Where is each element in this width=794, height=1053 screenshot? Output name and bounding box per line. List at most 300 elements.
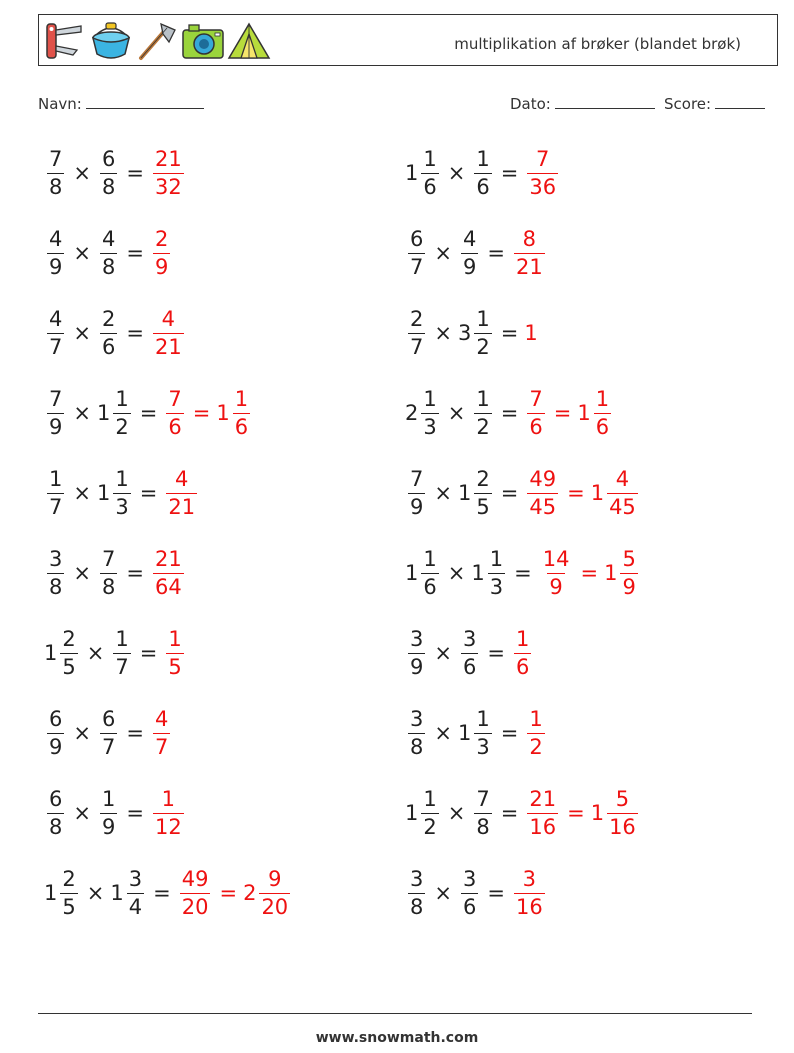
problem-item <box>405 383 614 443</box>
factor-a-numerator: 6 <box>410 226 424 251</box>
factor-b-term <box>471 546 508 599</box>
factor-b-whole: 1 <box>457 721 472 745</box>
factor-b-term <box>458 226 481 279</box>
problem-item <box>405 543 641 603</box>
answer-numerator: 21 <box>154 146 182 171</box>
equals-sign: = <box>126 801 144 825</box>
answer-term <box>150 146 187 199</box>
factor-b-fraction <box>100 146 117 199</box>
factor-b-numerator: 4 <box>101 226 116 251</box>
answer <box>524 706 547 759</box>
factor-b-term <box>110 866 147 919</box>
equals-sign: = <box>500 481 519 505</box>
factor-a-fraction <box>408 226 425 279</box>
answer-term <box>524 386 547 439</box>
factor-b-denominator: 5 <box>476 494 490 519</box>
factor-a-numerator: 1 <box>423 386 437 411</box>
factor-b-denominator: 7 <box>115 654 129 679</box>
times-sign: × <box>73 481 91 505</box>
factor-b-numerator: 1 <box>476 386 490 411</box>
factor-b-numerator: 7 <box>101 546 116 571</box>
answer-term <box>511 226 548 279</box>
times-sign: × <box>447 561 466 585</box>
factor-a-term <box>405 786 442 839</box>
answer <box>511 226 548 279</box>
factor-a-numerator: 3 <box>410 626 424 651</box>
times-sign: × <box>434 641 452 665</box>
answer-denominator: 64 <box>154 574 182 599</box>
answer-fraction <box>514 626 531 679</box>
times-sign: × <box>434 481 452 505</box>
answer <box>524 466 640 519</box>
factor-a-fraction <box>421 546 438 599</box>
answer <box>524 786 640 839</box>
answer-numerator: 1 <box>595 386 610 411</box>
answer-numerator: 21 <box>154 546 182 571</box>
problem-item <box>405 863 548 923</box>
factor-a-fraction <box>47 146 64 199</box>
factor-a-whole: 1 <box>44 641 58 665</box>
problem-item <box>44 623 187 683</box>
answer <box>150 306 187 359</box>
factor-b-denominator: 8 <box>101 174 116 199</box>
problem-item <box>44 863 293 923</box>
answer-numerator: 1 <box>168 626 182 651</box>
factor-b-numerator: 6 <box>101 706 116 731</box>
factor-b-numerator: 1 <box>115 466 129 491</box>
factor-b-term <box>471 386 494 439</box>
factor-a-term <box>44 386 67 439</box>
factor-a-term <box>44 466 67 519</box>
answer-numerator: 9 <box>268 866 282 891</box>
factor-a-term <box>405 706 428 759</box>
factor-b-fraction <box>461 626 478 679</box>
factor-b-numerator: 4 <box>462 226 477 251</box>
answer-whole: 1 <box>577 401 591 425</box>
problem-item <box>44 463 200 523</box>
factor-b-denominator: 3 <box>115 494 129 519</box>
factor-a-fraction <box>47 306 64 359</box>
answer-fraction <box>514 866 545 919</box>
factor-a-denominator: 9 <box>410 654 424 679</box>
answer-term <box>163 626 186 679</box>
answer-term <box>150 706 173 759</box>
equals-sign: = <box>153 881 171 905</box>
answer-numerator: 7 <box>168 386 182 411</box>
answer-denominator: 45 <box>529 494 557 519</box>
factor-b-term <box>97 306 120 359</box>
factor-b-denominator: 3 <box>476 734 490 759</box>
problem-item <box>405 143 561 203</box>
answer-fraction <box>153 706 170 759</box>
answer-denominator: 6 <box>529 414 543 439</box>
answer-numerator: 14 <box>542 546 570 571</box>
factor-a-fraction <box>47 226 64 279</box>
answer-fraction <box>166 626 183 679</box>
answer-term <box>524 706 547 759</box>
answer-fraction <box>541 546 572 599</box>
answer-term <box>177 866 214 919</box>
times-sign: × <box>86 881 105 905</box>
answer-term <box>590 466 641 519</box>
answer-numerator: 1 <box>529 706 543 731</box>
equals-sign: = <box>126 241 144 265</box>
answer-fraction <box>166 386 183 439</box>
times-sign: × <box>434 881 452 905</box>
answer-term <box>163 386 186 439</box>
factor-b-denominator: 8 <box>101 574 116 599</box>
factor-b-denominator: 4 <box>128 894 143 919</box>
answer-numerator: 21 <box>529 786 557 811</box>
name-label: Navn: <box>38 95 82 113</box>
answer <box>163 626 186 679</box>
factor-a-denominator: 3 <box>423 414 437 439</box>
factor-a-denominator: 8 <box>49 814 63 839</box>
factor-b-fraction <box>461 866 478 919</box>
answer-fraction <box>233 386 250 439</box>
answer-denominator: 20 <box>261 894 289 919</box>
factor-a-numerator: 2 <box>410 306 424 331</box>
answer-fraction <box>607 786 638 839</box>
answer <box>177 866 293 919</box>
equals-sign: = <box>139 401 158 425</box>
equals-sign: = <box>139 481 158 505</box>
equals-sign: = <box>126 561 144 585</box>
answer-denominator: 9 <box>549 574 563 599</box>
factor-b-whole: 1 <box>96 401 111 425</box>
factor-a-fraction <box>47 546 64 599</box>
factor-b-fraction <box>474 146 491 199</box>
answer-fraction <box>620 546 637 599</box>
answer-denominator: 21 <box>515 254 543 279</box>
factor-a-denominator: 8 <box>49 174 63 199</box>
answer <box>524 321 537 345</box>
answer-fraction <box>527 386 544 439</box>
factor-a-fraction <box>421 146 438 199</box>
answer-fraction <box>153 786 184 839</box>
factor-a-numerator: 1 <box>423 786 437 811</box>
factor-a-term <box>405 466 428 519</box>
factor-a-term <box>405 866 428 919</box>
answer-numerator: 5 <box>615 786 630 811</box>
answer-numerator: 7 <box>529 386 543 411</box>
answer-term <box>511 626 534 679</box>
answer-term <box>243 866 293 919</box>
factor-b-term <box>96 386 134 439</box>
factor-a-term <box>405 386 442 439</box>
factor-a-term <box>44 866 81 919</box>
answer-whole: 2 <box>243 881 257 905</box>
answer-term <box>604 546 641 599</box>
factor-b-numerator: 2 <box>476 466 490 491</box>
factor-a-fraction <box>47 706 64 759</box>
factor-b-fraction <box>100 706 117 759</box>
factor-b-fraction <box>474 386 491 439</box>
factor-b-denominator: 2 <box>476 414 490 439</box>
footer-url: www.snowmath.com <box>315 1030 479 1046</box>
factor-b-fraction <box>474 706 491 759</box>
times-sign: × <box>73 161 91 185</box>
answer-term <box>577 386 614 439</box>
factor-a-numerator: 7 <box>49 386 63 411</box>
factor-a-whole: 1 <box>405 561 419 585</box>
factor-a-denominator: 7 <box>410 334 424 359</box>
answer-fraction <box>527 706 544 759</box>
factor-a-term <box>44 226 67 279</box>
factor-b-numerator: 3 <box>462 866 477 891</box>
factor-a-numerator: 4 <box>49 226 63 251</box>
factor-a-term <box>44 146 67 199</box>
problem-item <box>44 383 253 443</box>
answer-denominator: 45 <box>609 494 636 519</box>
factor-a-fraction <box>47 386 64 439</box>
answer-equals-sign: = <box>580 561 599 585</box>
factor-a-numerator: 1 <box>49 466 63 491</box>
answer-numerator: 7 <box>536 146 550 171</box>
factor-a-term <box>44 706 67 759</box>
factor-b-fraction <box>100 546 117 599</box>
factor-b-fraction <box>100 786 117 839</box>
answer-fraction <box>514 226 545 279</box>
factor-a-denominator: 8 <box>49 574 63 599</box>
factor-a-term <box>405 146 442 199</box>
factor-b-denominator: 2 <box>115 414 129 439</box>
answer-numerator: 4 <box>154 706 169 731</box>
factor-a-fraction <box>421 386 438 439</box>
factor-b-whole: 1 <box>471 561 485 585</box>
factor-b-term <box>96 466 134 519</box>
equals-sign: = <box>487 241 505 265</box>
times-sign: × <box>447 401 466 425</box>
factor-a-fraction <box>60 866 77 919</box>
factor-a-denominator: 7 <box>49 334 63 359</box>
factor-a-fraction <box>408 866 425 919</box>
answer <box>150 706 173 759</box>
factor-a-whole: 2 <box>405 401 419 425</box>
factor-a-denominator: 5 <box>62 894 76 919</box>
answer-denominator: 6 <box>234 414 249 439</box>
factor-b-fraction <box>488 546 505 599</box>
factor-b-term <box>110 626 133 679</box>
answer-denominator: 36 <box>529 174 557 199</box>
factor-b-fraction <box>461 226 478 279</box>
problem-item <box>44 543 187 603</box>
factor-a-numerator: 1 <box>423 146 437 171</box>
equals-sign: = <box>487 881 505 905</box>
factor-b-term <box>458 626 481 679</box>
answer-term <box>150 306 187 359</box>
factor-b-term <box>97 146 120 199</box>
answer-numerator: 4 <box>161 306 176 331</box>
equals-sign: = <box>487 641 505 665</box>
answer-denominator: 20 <box>181 894 209 919</box>
factor-a-numerator: 6 <box>49 706 63 731</box>
answer-whole: 1 <box>604 561 618 585</box>
answer-denominator: 6 <box>595 414 610 439</box>
factor-a-numerator: 7 <box>49 146 63 171</box>
factor-a-term <box>405 546 442 599</box>
answer <box>150 786 187 839</box>
factor-a-denominator: 7 <box>49 494 63 519</box>
answer <box>524 146 561 199</box>
equals-sign: = <box>500 721 519 745</box>
problem-item <box>405 623 534 683</box>
answer-fraction <box>180 866 211 919</box>
factor-b-numerator: 6 <box>101 146 116 171</box>
factor-a-denominator: 6 <box>423 174 437 199</box>
equals-sign: = <box>126 161 144 185</box>
factor-a-denominator: 9 <box>49 414 63 439</box>
factor-b-denominator: 2 <box>476 334 490 359</box>
equals-sign: = <box>126 321 144 345</box>
times-sign: × <box>447 161 466 185</box>
factor-a-term <box>405 306 428 359</box>
times-sign: × <box>86 641 105 665</box>
answer-denominator: 12 <box>154 814 182 839</box>
factor-a-denominator: 9 <box>410 494 424 519</box>
factor-b-term <box>458 866 481 919</box>
problem-item <box>44 783 187 843</box>
factor-a-numerator: 3 <box>410 866 424 891</box>
factor-b-denominator: 9 <box>101 814 116 839</box>
factor-b-whole: 1 <box>110 881 124 905</box>
factor-b-fraction <box>113 626 130 679</box>
answer-fraction <box>153 306 184 359</box>
equals-sign: = <box>500 161 519 185</box>
answer-denominator: 9 <box>622 574 636 599</box>
answer-denominator: 32 <box>154 174 182 199</box>
factor-a-denominator: 9 <box>49 734 63 759</box>
answer-whole: 1 <box>590 801 605 825</box>
footer-divider <box>38 1013 752 1014</box>
answer-fraction <box>594 386 611 439</box>
factor-b-denominator: 3 <box>489 574 504 599</box>
factor-b-fraction <box>100 226 117 279</box>
factor-a-numerator: 1 <box>423 546 437 571</box>
answer-term <box>163 466 200 519</box>
factor-b-term <box>457 706 495 759</box>
times-sign: × <box>434 321 452 345</box>
answer-denominator: 21 <box>154 334 182 359</box>
answer-term <box>524 466 561 519</box>
factor-b-numerator: 1 <box>476 146 490 171</box>
factor-b-fraction <box>127 866 144 919</box>
factor-a-numerator: 2 <box>62 626 76 651</box>
date-label: Dato: <box>510 95 551 113</box>
equals-sign: = <box>139 641 158 665</box>
answer-term <box>216 386 253 439</box>
answer-fraction <box>166 466 197 519</box>
answer-term <box>150 546 187 599</box>
times-sign: × <box>73 561 91 585</box>
answer-numerator: 8 <box>522 226 537 251</box>
factor-b-whole: 1 <box>96 481 111 505</box>
problem-item <box>405 303 538 363</box>
answer-term <box>524 146 561 199</box>
answer <box>511 866 548 919</box>
factor-a-term <box>405 626 428 679</box>
equals-sign: = <box>500 401 519 425</box>
factor-a-fraction <box>47 466 64 519</box>
answer-equals-sign: = <box>219 881 238 905</box>
answer-denominator: 21 <box>168 494 196 519</box>
problem-item <box>44 143 187 203</box>
factor-b-fraction <box>100 306 117 359</box>
worksheet-title: multiplikation af brøker (blandet brøk) <box>454 35 741 53</box>
factor-b-denominator: 6 <box>462 894 477 919</box>
factor-b-term <box>471 146 494 199</box>
answer-term <box>150 786 187 839</box>
factor-b-term <box>457 306 495 359</box>
problem-item <box>405 463 641 523</box>
factor-a-denominator: 7 <box>410 254 424 279</box>
answer <box>163 386 253 439</box>
answer-numerator: 4 <box>615 466 630 491</box>
factor-b-denominator: 8 <box>476 814 490 839</box>
factor-a-denominator: 2 <box>423 814 437 839</box>
answer-numerator: 4 <box>175 466 189 491</box>
factor-b-fraction <box>474 786 491 839</box>
factor-b-term <box>97 706 120 759</box>
answer-denominator: 5 <box>168 654 182 679</box>
problem-item <box>405 223 548 283</box>
factor-b-numerator: 1 <box>115 626 129 651</box>
problem-item <box>405 783 641 843</box>
factor-a-term <box>44 306 67 359</box>
times-sign: × <box>434 721 452 745</box>
factor-b-numerator: 1 <box>115 386 129 411</box>
answer-denominator: 16 <box>515 894 543 919</box>
factor-b-term <box>97 546 120 599</box>
factor-a-numerator: 2 <box>62 866 76 891</box>
answer-denominator: 6 <box>168 414 182 439</box>
answer-equals-sign: = <box>192 401 211 425</box>
factor-a-denominator: 8 <box>410 894 424 919</box>
score-label: Score: <box>664 95 712 113</box>
factor-b-whole: 3 <box>457 321 472 345</box>
answer-fraction <box>153 146 184 199</box>
answer-denominator: 9 <box>154 254 169 279</box>
factor-b-denominator: 9 <box>462 254 477 279</box>
answer-fraction <box>527 466 558 519</box>
factor-b-term <box>97 226 120 279</box>
times-sign: × <box>447 801 466 825</box>
factor-b-fraction <box>474 306 491 359</box>
times-sign: × <box>73 721 91 745</box>
answer-fraction <box>153 546 184 599</box>
answer-denominator: 16 <box>529 814 557 839</box>
answer-term <box>538 546 575 599</box>
factor-a-fraction <box>408 306 425 359</box>
answer-numerator: 1 <box>161 786 176 811</box>
factor-a-denominator: 9 <box>49 254 63 279</box>
factor-a-fraction <box>408 706 425 759</box>
answer-term <box>524 321 537 345</box>
factor-b-fraction <box>474 466 491 519</box>
equals-sign: = <box>126 721 144 745</box>
factor-b-fraction <box>113 386 130 439</box>
factor-a-numerator: 4 <box>49 306 63 331</box>
answer <box>524 386 614 439</box>
answer-term <box>590 786 641 839</box>
times-sign: × <box>73 241 91 265</box>
answer-whole: 1 <box>216 401 230 425</box>
answer-term <box>150 226 173 279</box>
factor-b-whole: 1 <box>457 481 472 505</box>
factor-b-term <box>471 786 494 839</box>
answer-numerator: 2 <box>154 226 169 251</box>
answer-denominator: 6 <box>515 654 530 679</box>
